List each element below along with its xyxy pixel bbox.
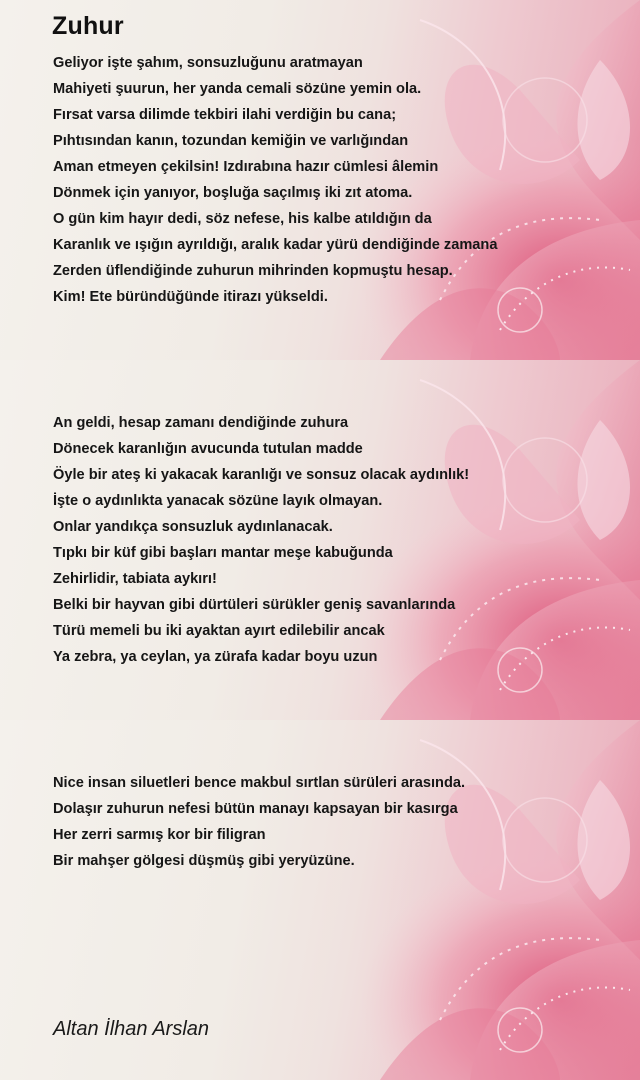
poem-line: Bir mahşer gölgesi düşmüş gibi yeryüzüne.: [53, 853, 355, 869]
poem-line: Nice insan siluetleri bence makbul sırtlan sürüleri arasında.: [53, 775, 466, 791]
poem-line: Türü memeli bu iki ayaktan ayırt edilebilir ancak: [53, 623, 385, 639]
poem-line: Aman etmeyen çekilsin! Izdırabına hazır cümlesi âlemin: [53, 159, 439, 175]
poem-line: O gün kim hayır dedi, söz nefese, his kalbe atıldığın da: [53, 211, 432, 227]
poem-line: Geliyor işte şahım, sonsuzluğunu aratmayan: [53, 55, 363, 71]
poem-author: Altan İlhan Arslan: [53, 1018, 210, 1040]
poem-line: Öyle bir ateş ki yakacak karanlığı ve sonsuz olacak aydınlık!: [53, 467, 470, 483]
poem-line: Zerden üflendiğinde zuhurun mihrinden kopmuştu hesap.: [53, 263, 453, 279]
poem-line: Belki bir hayvan gibi dürtüleri sürükler geniş savanlarında: [53, 597, 456, 613]
poem-stanza-1: [53, 50, 633, 310]
poem-line: Kim! Ete büründüğünde itirazı yükseldi.: [53, 289, 328, 305]
poem-line: Zehirlidir, tabiata aykırı!: [53, 571, 217, 587]
poem-line: Onlar yandıkça sonsuzluk aydınlanacak.: [53, 519, 333, 535]
poem-line: Ya zebra, ya ceylan, ya zürafa kadar boyu uzun: [53, 649, 378, 665]
poem-line: An geldi, hesap zamanı dendiğinde zuhura: [53, 415, 349, 431]
poem-line: Pıhtısından kanın, tozundan kemiğin ve varlığından: [53, 133, 409, 149]
poem-line: Karanlık ve ışığın ayrıldığı, aralık kadar yürü dendiğinde zamana: [53, 237, 498, 253]
poem-stanza-3: [53, 770, 633, 874]
poem-line: İşte o aydınlıkta yanacak sözüne layık olmayan.: [53, 493, 383, 509]
poem-title: Zuhur: [52, 12, 124, 40]
poem-line: Tıpkı bir küf gibi başları mantar meşe kabuğunda: [53, 545, 393, 561]
poem-line: Her zerri sarmış kor bir filigran: [53, 827, 266, 843]
poem-stanza-2: [53, 410, 633, 670]
poem-line: Mahiyeti şuurun, her yanda cemali sözüne yemin ola.: [53, 81, 422, 97]
poem-line: Dönecek karanlığın avucunda tutulan madde: [53, 441, 363, 457]
poem-line: Fırsat varsa dilimde tekbiri ilahi verdiğin bu cana;: [53, 107, 397, 123]
poem-line: Dönmek için yanıyor, boşluğa saçılmış iki zıt atoma.: [53, 185, 413, 201]
poem-line: Dolaşır zuhurun nefesi bütün manayı kapsayan bir kasırga: [53, 801, 458, 817]
